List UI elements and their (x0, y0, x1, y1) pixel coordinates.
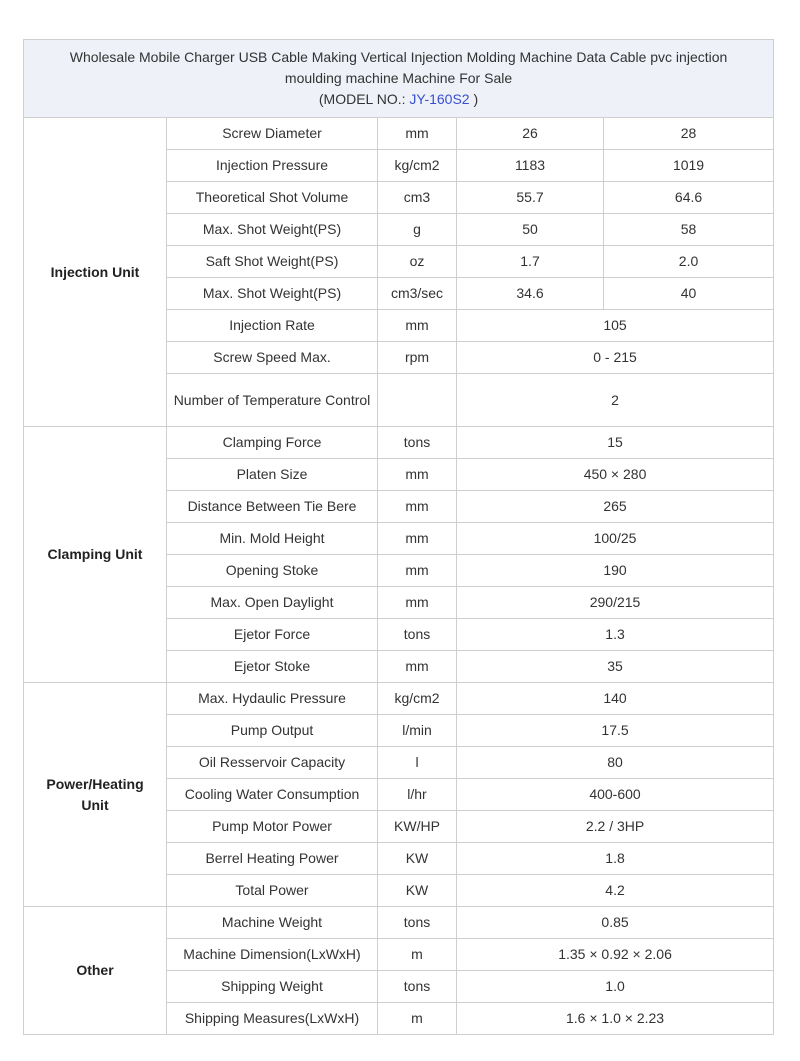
spec-name: Opening Stoke (167, 555, 378, 587)
spec-unit: l/min (378, 715, 457, 747)
spec-value: 1.6 × 1.0 × 2.23 (457, 1003, 774, 1035)
spec-value-b: 64.6 (604, 182, 774, 214)
table-row (24, 907, 774, 939)
spec-name: Machine Dimension(LxWxH) (167, 939, 378, 971)
spec-name: Oil Resservoir Capacity (167, 747, 378, 779)
table-row (24, 683, 774, 715)
spec-name: Screw Speed Max. (167, 342, 378, 374)
spec-value: 1.8 (457, 843, 774, 875)
spec-name: Ejetor Stoke (167, 651, 378, 683)
spec-unit: l (378, 747, 457, 779)
spec-value: 35 (457, 651, 774, 683)
spec-unit: m (378, 939, 457, 971)
spec-value-b: 40 (604, 278, 774, 310)
spec-value: 100/25 (457, 523, 774, 555)
spec-unit: m (378, 1003, 457, 1035)
spec-name: Pump Output (167, 715, 378, 747)
spec-unit: mm (378, 118, 457, 150)
group-power-heating-unit (24, 683, 167, 907)
spec-unit: oz (378, 246, 457, 278)
spec-value-b: 28 (604, 118, 774, 150)
spec-unit: l/hr (378, 779, 457, 811)
group-power-label: Power/Heating Unit (46, 775, 144, 813)
model-suffix: ) (469, 91, 479, 107)
spec-name: Shipping Weight (167, 971, 378, 1003)
spec-value-a: 1183 (457, 150, 604, 182)
spec-name: Machine Weight (167, 907, 378, 939)
spec-unit: mm (378, 587, 457, 619)
spec-unit: cm3/sec (378, 278, 457, 310)
spec-unit: mm (378, 491, 457, 523)
spec-name: Shipping Measures(LxWxH) (167, 1003, 378, 1035)
spec-name: Number of Temperature Control (167, 374, 378, 427)
spec-unit: mm (378, 651, 457, 683)
spec-value: 1.3 (457, 619, 774, 651)
spec-unit: KW/HP (378, 811, 457, 843)
spec-name: Pump Motor Power (167, 811, 378, 843)
spec-table (23, 39, 774, 1035)
spec-name: Total Power (167, 875, 378, 907)
spec-value: 2 (457, 374, 774, 427)
spec-name: Platen Size (167, 459, 378, 491)
spec-value: 140 (457, 683, 774, 715)
spec-value-b: 58 (604, 214, 774, 246)
spec-value-a: 50 (457, 214, 604, 246)
spec-value: 0 - 215 (457, 342, 774, 374)
spec-unit: tons (378, 619, 457, 651)
spec-name: Max. Open Daylight (167, 587, 378, 619)
spec-value-a: 26 (457, 118, 604, 150)
group-other: Other (24, 907, 167, 1035)
spec-value: 105 (457, 310, 774, 342)
spec-unit: kg/cm2 (378, 150, 457, 182)
spec-name: Clamping Force (167, 427, 378, 459)
spec-value: 400-600 (457, 779, 774, 811)
spec-value: 15 (457, 427, 774, 459)
spec-value: 80 (457, 747, 774, 779)
spec-unit: mm (378, 523, 457, 555)
spec-value: 17.5 (457, 715, 774, 747)
spec-name: Injection Pressure (167, 150, 378, 182)
table-title (24, 40, 774, 118)
spec-value: 1.0 (457, 971, 774, 1003)
spec-name: Max. Shot Weight(PS) (167, 214, 378, 246)
spec-name: Cooling Water Consumption (167, 779, 378, 811)
spec-name: Ejetor Force (167, 619, 378, 651)
spec-value: 0.85 (457, 907, 774, 939)
spec-unit: tons (378, 427, 457, 459)
spec-value-a: 55.7 (457, 182, 604, 214)
spec-unit: rpm (378, 342, 457, 374)
model-number-link[interactable]: JY-160S2 (409, 91, 470, 107)
spec-value: 190 (457, 555, 774, 587)
spec-unit: mm (378, 459, 457, 491)
spec-unit: tons (378, 971, 457, 1003)
spec-unit: mm (378, 310, 457, 342)
spec-value-b: 1019 (604, 150, 774, 182)
spec-value: 1.35 × 0.92 × 2.06 (457, 939, 774, 971)
table-row (24, 427, 774, 459)
spec-unit: mm (378, 555, 457, 587)
spec-value: 290/215 (457, 587, 774, 619)
spec-unit: KW (378, 875, 457, 907)
spec-unit: cm3 (378, 182, 457, 214)
spec-unit: g (378, 214, 457, 246)
spec-value: 450 × 280 (457, 459, 774, 491)
group-clamping-unit: Clamping Unit (24, 427, 167, 683)
model-prefix: (MODEL NO.: (318, 91, 410, 107)
product-title: Wholesale Mobile Charger USB Cable Making Vertical Injection Molding Machine Data Cable pvc injection moulding machine Machine For Sale (69, 49, 728, 86)
table-row (24, 118, 774, 150)
spec-value-a: 1.7 (457, 246, 604, 278)
spec-value: 2.2 / 3HP (457, 811, 774, 843)
spec-value-b: 2.0 (604, 246, 774, 278)
spec-value: 265 (457, 491, 774, 523)
spec-value: 4.2 (457, 875, 774, 907)
spec-unit: tons (378, 907, 457, 939)
spec-name: Injection Rate (167, 310, 378, 342)
spec-unit: kg/cm2 (378, 683, 457, 715)
group-injection-unit: Injection Unit (24, 118, 167, 427)
title-row (24, 40, 774, 118)
spec-name: Max. Shot Weight(PS) (167, 278, 378, 310)
spec-unit: KW (378, 843, 457, 875)
spec-value-a: 34.6 (457, 278, 604, 310)
spec-name: Min. Mold Height (167, 523, 378, 555)
spec-name: Saft Shot Weight(PS) (167, 246, 378, 278)
spec-unit (378, 374, 457, 427)
spec-name: Berrel Heating Power (167, 843, 378, 875)
spec-name: Max. Hydaulic Pressure (167, 683, 378, 715)
spec-name: Screw Diameter (167, 118, 378, 150)
spec-name: Theoretical Shot Volume (167, 182, 378, 214)
spec-name: Distance Between Tie Bere (167, 491, 378, 523)
